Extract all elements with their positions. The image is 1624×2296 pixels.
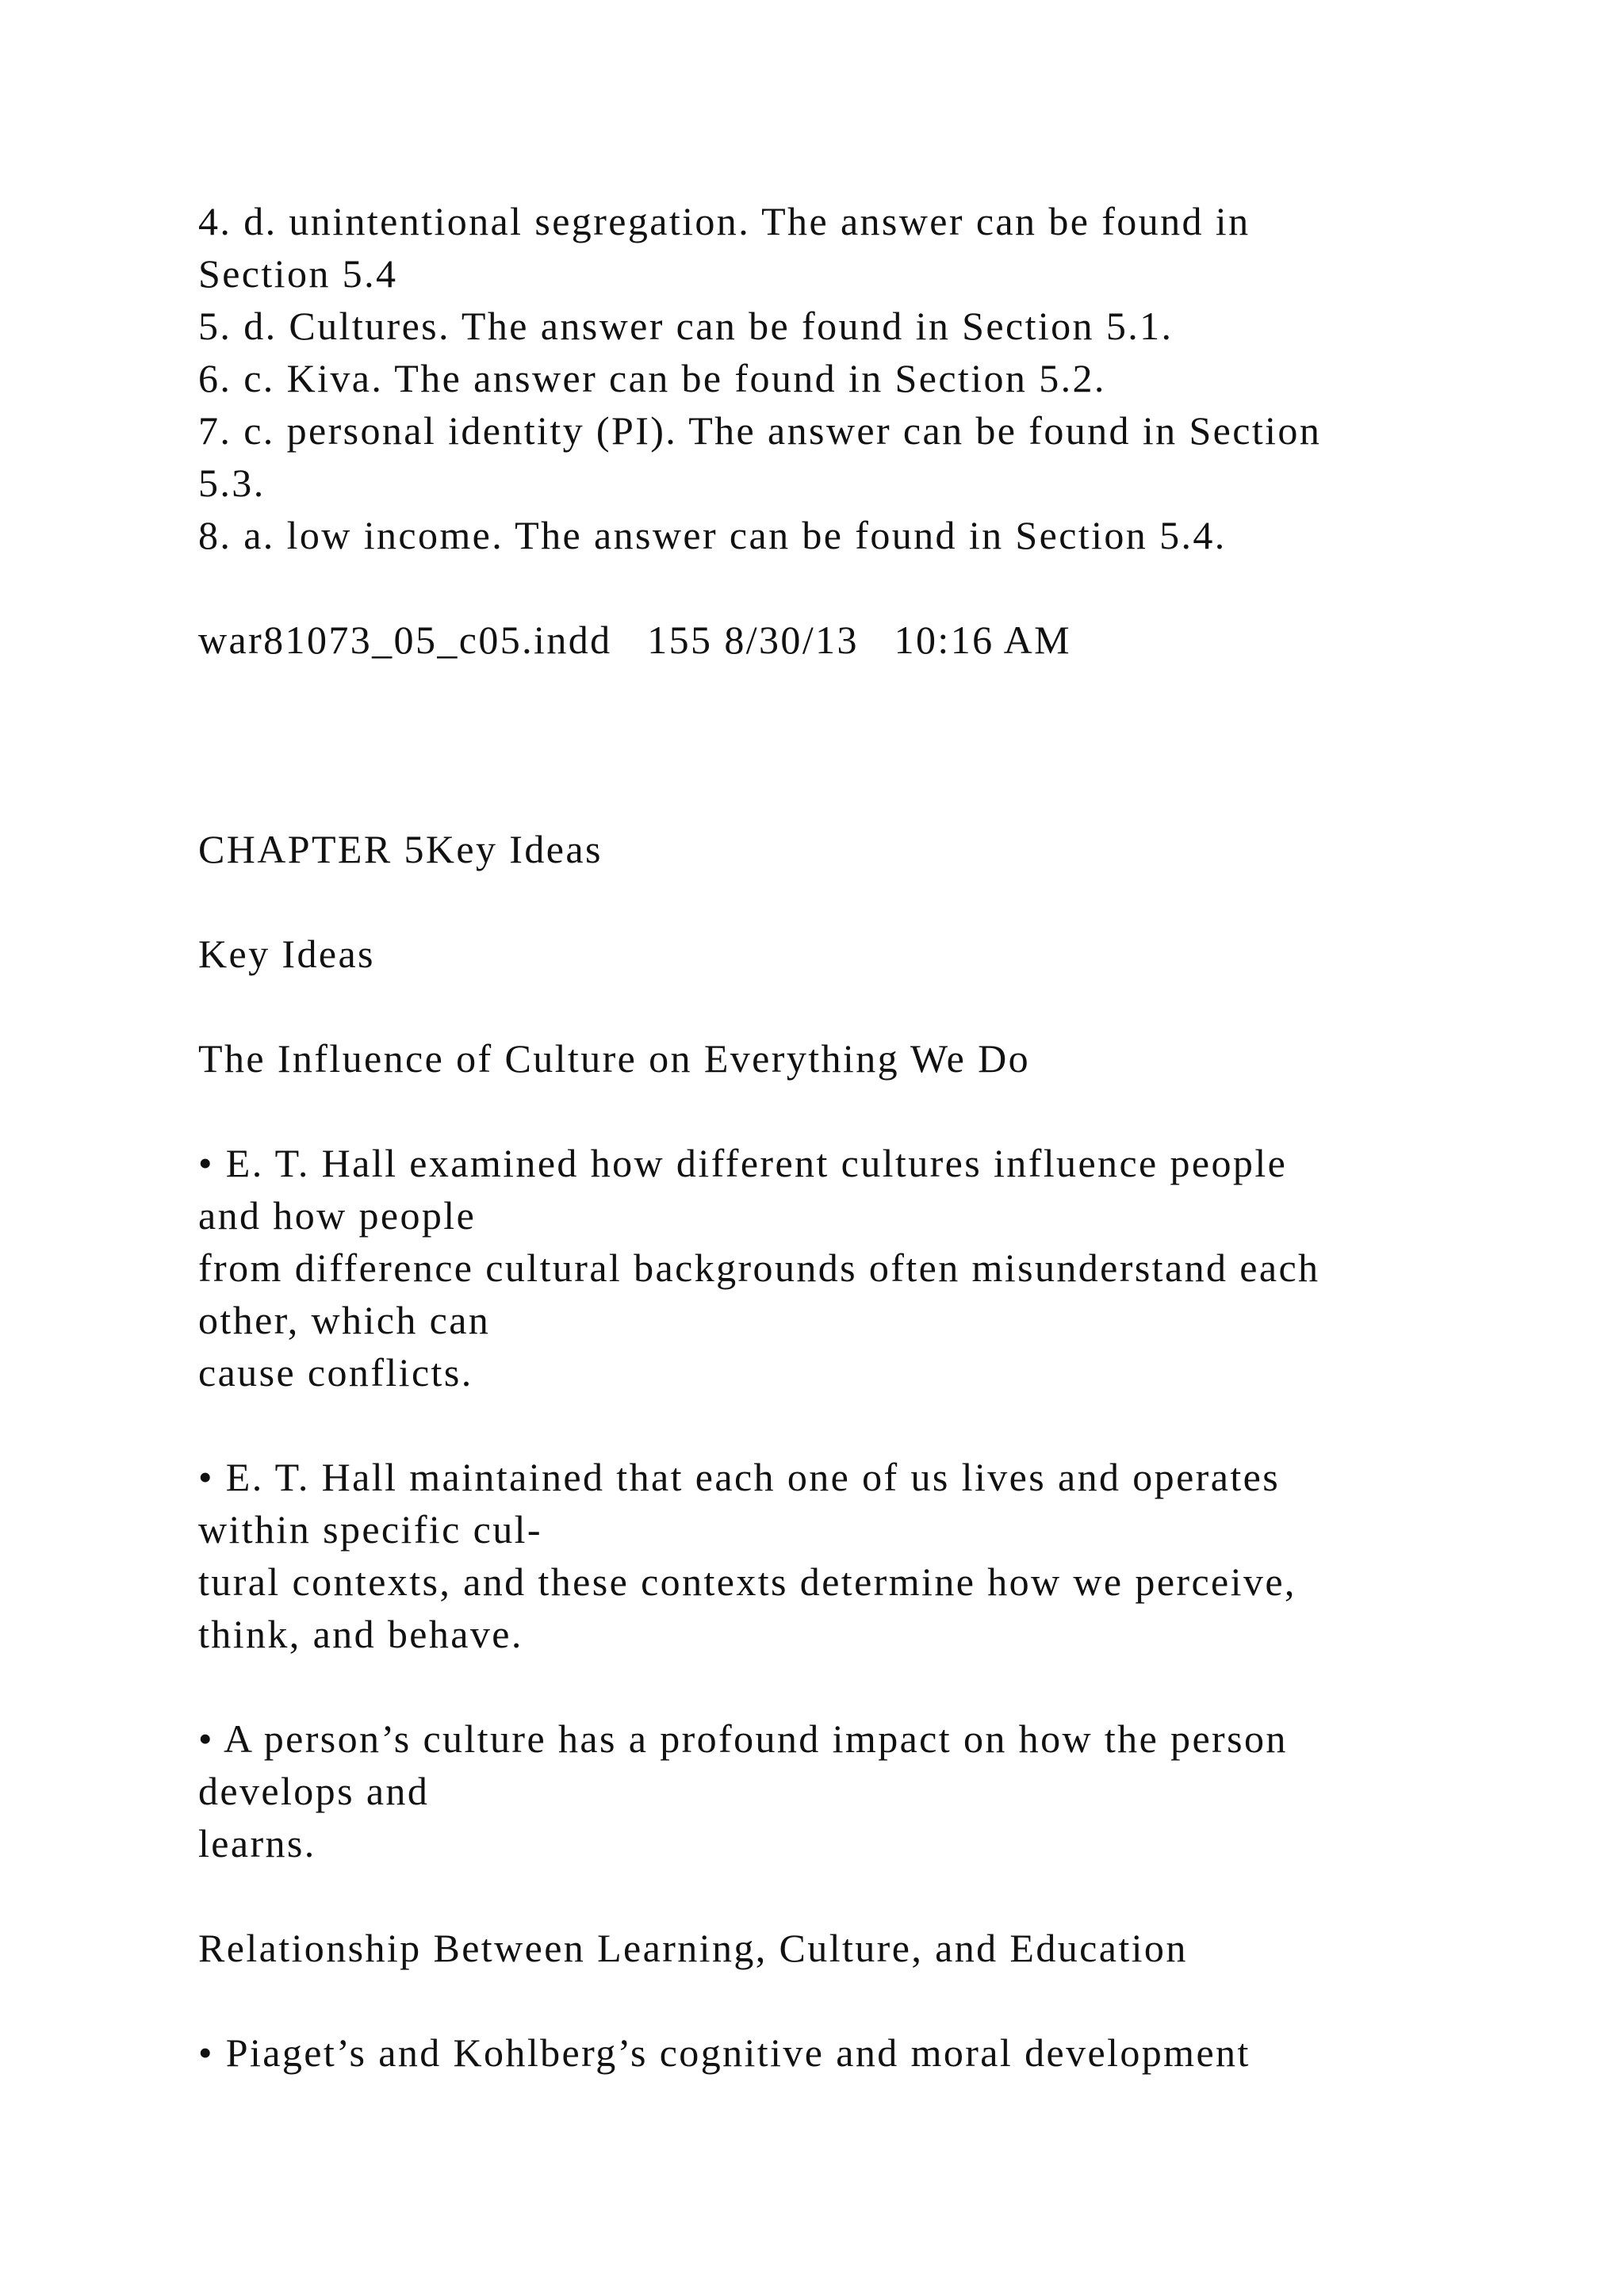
paragraph-line: • Piaget’s and Kohlberg’s cognitive and moral development	[198, 2030, 1251, 2075]
chapter-subheading: Key Ideas	[198, 932, 375, 976]
bullet-paragraph	[198, 1137, 1546, 1399]
answer-line: 7. c. personal identity (PI). The answer can be found in Section	[198, 408, 1322, 453]
spacer	[198, 561, 1546, 614]
paragraph-line: cause conflicts.	[198, 1350, 473, 1395]
paragraph-line: other, which can	[198, 1298, 491, 1342]
bullet-paragraph	[198, 2026, 1546, 2079]
spacer	[198, 875, 1546, 928]
section-title: Relationship Between Learning, Culture, and Education	[198, 1926, 1188, 1970]
paragraph-line: within specific cul-	[198, 1507, 542, 1552]
answer-line: 8. a. low income. The answer can be found in Section 5.4.	[198, 513, 1227, 557]
section-title: The Influence of Culture on Everything We Do	[198, 1036, 1030, 1081]
spacer	[198, 1869, 1546, 1922]
file-info-footer: war81073_05_c05.indd 155 8/30/13 10:16 AM	[198, 618, 1072, 662]
paragraph-line: develops and	[198, 1769, 430, 1813]
bullet-paragraph	[198, 1712, 1546, 1869]
spacer	[198, 666, 1546, 823]
paragraph-line: learns.	[198, 1821, 316, 1866]
answer-key	[198, 195, 1546, 561]
answer-line: 5.3.	[198, 461, 266, 505]
paragraph-line: think, and behave.	[198, 1612, 523, 1656]
paragraph-line: tural contexts, and these contexts determine how we perceive,	[198, 1559, 1297, 1604]
spacer	[198, 980, 1546, 1032]
chapter-heading: CHAPTER 5Key Ideas	[198, 827, 603, 871]
spacer	[198, 1660, 1546, 1712]
answer-line: Section 5.4	[198, 251, 398, 296]
paragraph-line: and how people	[198, 1193, 477, 1238]
spacer	[198, 1085, 1546, 1137]
spacer	[198, 1974, 1546, 2026]
paragraph-line: • A person’s culture has a profound impact on how the person	[198, 1716, 1288, 1761]
paragraph-line: • E. T. Hall maintained that each one of us lives and operates	[198, 1455, 1281, 1499]
answer-line: 4. d. unintentional segregation. The answer can be found in	[198, 199, 1251, 243]
spacer	[198, 1399, 1546, 1451]
answer-line: 5. d. Cultures. The answer can be found in Section 5.1.	[198, 304, 1174, 348]
document-page	[198, 195, 1546, 2079]
answer-line: 6. c. Kiva. The answer can be found in Section 5.2.	[198, 356, 1106, 400]
paragraph-line: • E. T. Hall examined how different cultures influence people	[198, 1141, 1288, 1185]
bullet-paragraph	[198, 1451, 1546, 1660]
paragraph-line: from difference cultural backgrounds often misunderstand each	[198, 1246, 1320, 1290]
